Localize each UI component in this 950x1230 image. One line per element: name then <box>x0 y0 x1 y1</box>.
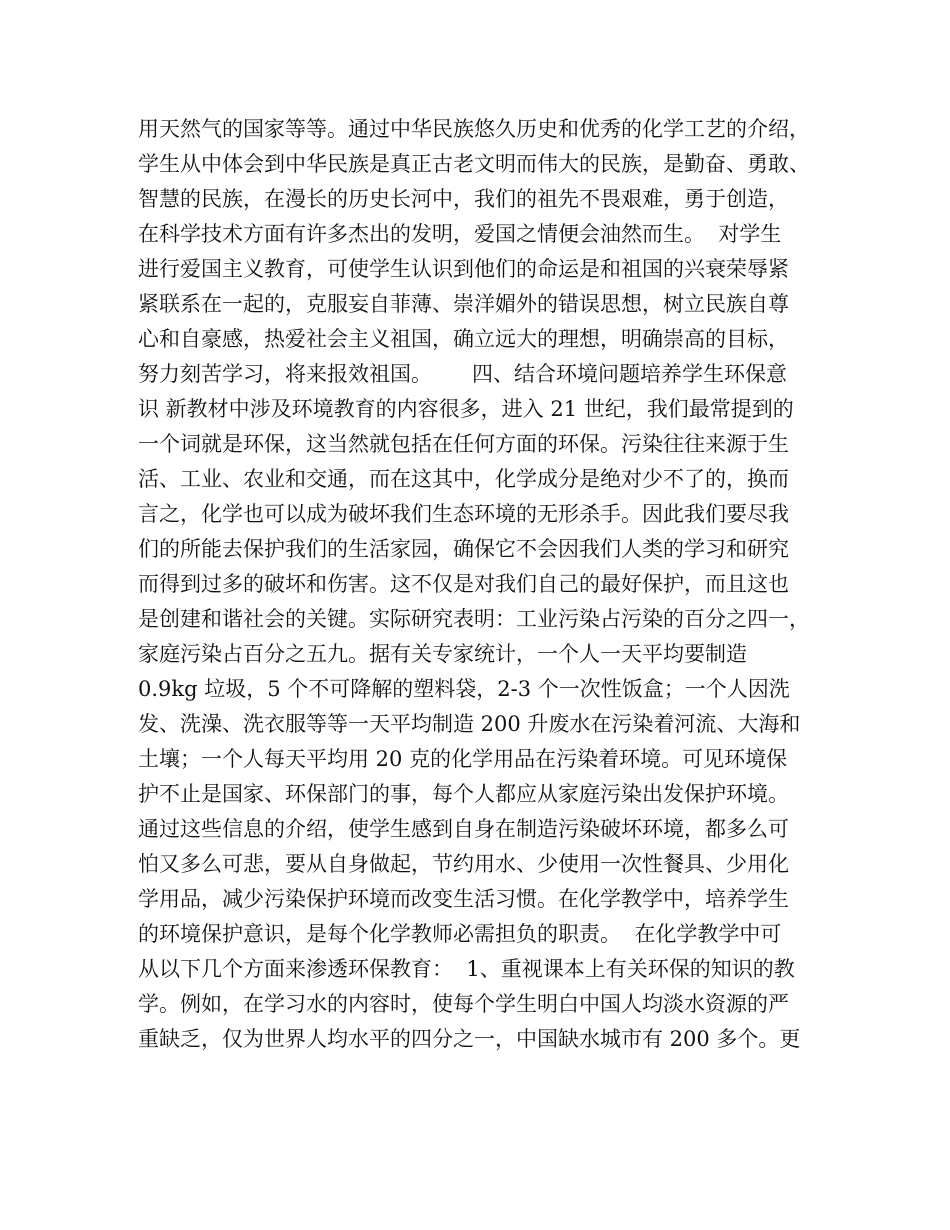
text-line-8: 努力刻苦学习，将来报效祖国。 四、结合环境问题培养学生环保意 <box>138 362 788 386</box>
text-line-27: 重缺乏，仅为世界人均水平的四分之一，中国缺水城市有 200 多个。更 <box>138 1027 801 1051</box>
text-line-4: 在科学技术方面有许多杰出的发明，爱国之情便会油然而生。 对学生 <box>138 222 782 246</box>
text-line-12: 言之，化学也可以成为破坏我们生态环境的无形杀手。因此我们要尽我 <box>138 502 789 526</box>
text-line-13: 们的所能去保护我们的生活家园，确保它不会因我们人类的学习和研究 <box>138 537 789 561</box>
text-line-18: 发、洗澡、洗衣服等等一天平均制造 200 升废水在污染着河流、大海和 <box>138 712 801 736</box>
text-line-2: 学生从中体会到中华民族是真正古老文明而伟大的民族，是勤奋、勇敢、 <box>138 152 810 176</box>
text-line-10: 一个词就是环保，这当然就包括在任何方面的环保。污染往往来源于生 <box>138 432 789 456</box>
body-text <box>138 112 828 1057</box>
text-line-1: 用天然气的国家等等。通过中华民族悠久历史和优秀的化学工艺的介绍， <box>138 117 810 141</box>
text-line-20: 护不止是国家、环保部门的事，每个人都应从家庭污染出发保护环境。 <box>138 782 789 806</box>
text-line-5: 进行爱国主义教育，可使学生认识到他们的命运是和祖国的兴衰荣辱紧 <box>138 257 789 281</box>
text-line-19: 土壤；一个人每天平均用 20 克的化学用品在污染着环境。可见环境保 <box>138 747 788 771</box>
text-line-21: 通过这些信息的介绍，使学生感到自身在制造污染破坏环境，都多么可 <box>138 817 789 841</box>
text-line-23: 学用品，减少污染保护环境而改变生活习惯。在化学教学中，培养学生 <box>138 887 789 911</box>
text-line-7: 心和自豪感，热爱社会主义祖国，确立远大的理想，明确崇高的目标， <box>138 327 789 351</box>
text-line-6: 紧联系在一起的，克服妄自菲薄、崇洋媚外的错误思想，树立民族自尊 <box>138 292 789 316</box>
text-line-24: 的环境保护意识，是每个化学教师必需担负的职责。 在化学教学中可 <box>138 922 782 946</box>
text-line-3: 智慧的民族，在漫长的历史长河中，我们的祖先不畏艰难，勇于创造， <box>138 187 789 211</box>
text-line-22: 怕又多么可悲，要从自身做起，节约用水、少使用一次性餐具、少用化 <box>138 852 789 876</box>
text-line-17: 0.9kg 垃圾，5 个不可降解的塑料袋，2-3 个一次性饭盒；一个人因洗 <box>138 677 790 701</box>
text-line-25: 从以下几个方面来渗透环保教育： 1、重视课本上有关环保的知识的教 <box>138 957 795 981</box>
text-line-9: 识 新教材中涉及环境教育的内容很多，进入 21 世纪，我们最常提到的 <box>138 397 794 421</box>
text-line-11: 活、工业、农业和交通，而在这其中，化学成分是绝对少不了的，换而 <box>138 467 789 491</box>
text-line-15: 是创建和谐社会的关键。实际研究表明：工业污染占污染的百分之四一， <box>138 607 810 631</box>
text-line-14: 而得到过多的破坏和伤害。这不仅是对我们自己的最好保护，而且这也 <box>138 572 789 596</box>
text-line-16: 家庭污染占百分之五九。据有关专家统计，一个人一天平均要制造 <box>138 642 747 666</box>
text-line-26: 学。例如，在学习水的内容时，使每个学生明白中国人均淡水资源的严 <box>138 992 789 1016</box>
